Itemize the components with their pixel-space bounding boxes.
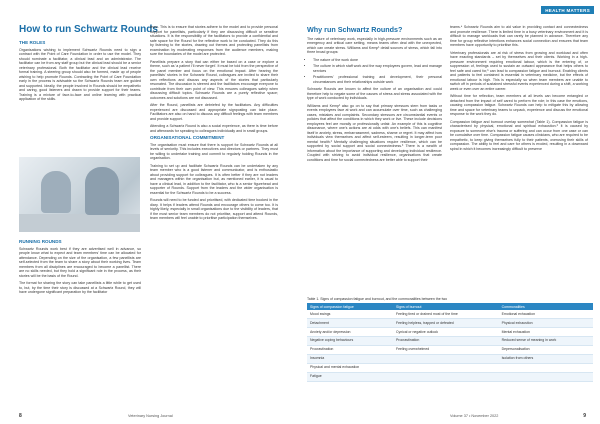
table-cell: Detachment xyxy=(307,319,393,328)
table-header: Signs of burnout xyxy=(393,303,499,310)
table-row xyxy=(307,346,593,355)
left-footer: Veterinary Nursing Journal xyxy=(128,414,173,418)
photo-person-1 xyxy=(41,171,71,213)
photo-person-2 xyxy=(85,167,119,215)
table-row xyxy=(307,319,593,328)
table-cell: Reduced sense of meaning in work xyxy=(499,337,593,346)
stress-list-item: • The nature of the work done xyxy=(313,58,442,63)
article-title: How to run Schwartz Rounds xyxy=(19,24,158,35)
table-cell: Negative coping behaviours xyxy=(307,337,393,346)
table-cell: Cynical or negative outlook xyxy=(393,328,499,337)
table-row xyxy=(307,328,593,337)
right-column-1 xyxy=(307,25,442,165)
commitment-heading: ORGANISATIONAL COMMITMENT xyxy=(150,135,225,140)
right-col2-paragraph-4: Compassion fatigue and burnout overlap somewhat (Table 1). Compassion fatigue is characterised by physical, emotional and spiritual exhaustion.⁶ It is caused by exposure to someone else's trauma or suffering and can occur from one case or can be cumulative over time. Compassion fatigue causes clinicians, who are required to be empathetic, to keep giving themselves fully to their patients, overusing their skills of compassion. The ability to feel and care for others is eroded, resulting in a downward spiral in which it becomes increasingly difficult to preserve xyxy=(450,119,588,151)
table-cell: Mental exhaustion xyxy=(499,328,593,337)
left-column-1 xyxy=(19,41,141,105)
left-page-number: 8 xyxy=(19,413,22,419)
col2-paragraph-2: Panellists prepare a story that can either be based on a case or explore a theme, such as 'a patient I'll never forget'. It must be told from the perspective of the panel member and focus on the emotional impact. After hearing the panellists' stories in the Schwartz Round, colleagues are invited to share their own reflections and discuss any aspects of the stories that particularly resonated. The discussion is steered and the facilitators encourage everyone to contribute from their own point of view. This ensures colleagues safely when discussing difficult topics. Schwartz Rounds are a purely reflective space; outcomes and solutions are not discussed. xyxy=(150,59,278,100)
table-header: Commonalities xyxy=(499,303,593,310)
col2-paragraph-1: team. This is to ensure that stories adhere to the model and to provide personal support for panellists, particularly if they are discussing difficult or sensitive situations. It is the responsibility of the facilitators to provide a confidential and safe space for the Round for the reflective work to be conducted. They do this by listening to the stories, drawing out themes and protecting panellists from examination by moderating responses from the audience members, making sure the boundaries of the model are protected. xyxy=(150,25,278,56)
roles-paragraph: Organisations wishing to implement Schwartz Rounds need to sign a contract with the Point of Care Foundation in order to use the model. They should nominate a facilitator, a clinical lead and an administrator. The facilitator can be from any staff group but the clinical lead should be a senior veterinary professional. Both the facilitator and the clinical lead receive formal training. A steering group should also be formed, made up of people wishing to help promote Rounds. Contracting the Point of Care Foundation early in the process is advisable so the Schwartz Rounds team are guided and supported. Ideally, the people involved in Rounds should be empathetic and caring, good listeners and drawn to provide support for their teams. Training is a mixture of face-to-face and online learning with practical application of the skills. xyxy=(19,47,141,101)
right-col2-paragraph-3: Without time for reflection, team members at all levels can become entangled or detached from the impact of self cared to perform the role; in this case the emotions, causing compassion fatigue. Schwartz Rounds can help to mitigate this by allowing time and space for veterinary teams to unpack, experience and discuss the emotional response to the work they do. xyxy=(450,94,588,116)
stress-list xyxy=(307,58,442,85)
right-col2-paragraph-1: teams.⁴ Schwartz Rounds aim to aid value in providing contact and connectedness and promote resilience. There is limited time in a busy veterinary environment and it is difficult to manage workloads that can rarely be planned in advance. Therefore any time for group reflective intentions enhances social connection and ensures that team members have opportunity to prioritise this. xyxy=(450,25,588,47)
right-page-number: 9 xyxy=(583,413,586,419)
commitment-paragraph-1: The organisation must ensure that there is support for Schwartz Rounds at all levels of seniority. This includes executives and directors or partners. They must be willing to undertake training and commit to regularly holding Rounds in the organisation. xyxy=(150,142,278,160)
table-header: Signs of compassion fatigue xyxy=(307,303,393,310)
commitment-paragraph-2: Training to set up and facilitate Schwartz Rounds can be undertaken by any team member who is a good listener and communicator, and is enthusiastic about providing support for colleagues. It is often better if they are not leaders and managers within the organisation but, as mentioned earlier, it is usual to have a clinical lead, in addition to the facilitator, who is a senior figurehead and supporter of Rounds. Support from the leaders and the wider organisation is essential for the Schwartz Rounds to be a success. xyxy=(150,163,278,195)
table-cell xyxy=(499,364,593,373)
table-header-row xyxy=(307,303,593,310)
table-row xyxy=(307,372,593,381)
running-paragraph-1: Schwartz Rounds work best if they are advertised well in advance, so people know what to expect and team members' time can be allocated for attendance. Depending on the size of the organisation, a few panellists are self-selected from the team to share a story about their working lives. Team members from all disciplines are encouraged to become a panellist. There are no skills needed, but they hold a significant role in the process, as their stories will be the basis of the Round. xyxy=(19,246,141,278)
right-footer: Volume 37 • November 2022 xyxy=(450,414,499,418)
signs-table xyxy=(307,303,593,382)
table-cell: Insomnia xyxy=(307,355,393,364)
running-rounds-heading: RUNNING ROUNDS xyxy=(19,239,62,244)
table-cell: Feeling overwhelmed xyxy=(393,346,499,355)
table-row xyxy=(307,310,593,318)
left-column-1b xyxy=(19,240,141,298)
table-cell: Mood swings xyxy=(307,310,393,318)
table-cell: Fatigue xyxy=(307,372,393,381)
why-heading: Why run Schwartz Rounds? xyxy=(307,25,403,34)
table-cell: Feeling tired or drained most of the time xyxy=(393,310,499,318)
table-cell: Procrastination xyxy=(307,346,393,355)
table-cell xyxy=(393,355,499,364)
table-cell: Anxiety and/or depression xyxy=(307,328,393,337)
table-cell: Physical exhaustion xyxy=(499,319,593,328)
table-row xyxy=(307,337,593,346)
col2-paragraph-3: After the Round, panellists are debriefed by the facilitators. Any difficulties experienced are discussed and appropriate signposting can take place. Facilitators are also on hand to discuss any difficult feelings with team members and provide support. xyxy=(150,103,278,121)
table-1 xyxy=(307,297,593,382)
table-row xyxy=(307,355,593,364)
right-col2-paragraph-2: Veterinary professionals are at risk of stress from growing and workload and often have exacting standards – set by themselves and their clients. Working in a high-pressure environment requiring emotional labour, which is the entering of, or suppression of, feelings used to sustain an outward appearance that helps others to feel safe and cared for,⁵ can lead to compassion fatigue and burnout. Enabling clients and patients to feel contained is essential in veterinary medicine, but the effects of emotional labour is high. This is especially so when team members are unable to switch off in periods of sustained stressful events experienced during a shift, a working week or even over an entire career. xyxy=(450,50,588,91)
table-cell: Isolation from others xyxy=(499,355,593,364)
right-column-2 xyxy=(450,25,588,154)
stress-list-item: • The culture in which staff work and the way employees govern, lead and manage services xyxy=(313,64,442,73)
table-cell: Emotional exhaustion xyxy=(499,310,593,318)
col2-paragraph-4: Attending a Schwartz Round is also a social experience, as there is time before and afterwards for speaking to colleagues individually and in small groups. xyxy=(150,124,278,133)
photo-table xyxy=(19,214,140,232)
table-cell: Depersonalisation xyxy=(499,346,593,355)
table-row xyxy=(307,364,593,373)
table-cell: Physical and mental exhaustion xyxy=(307,364,393,373)
table-cell xyxy=(499,372,593,381)
section-badge: HEALTH MATTERS xyxy=(541,6,594,14)
table-cell: Procrastination xyxy=(393,337,499,346)
stress-list-item: • Practitioners' professional training and development, their personal circumstances and their relationships outside work xyxy=(313,75,442,84)
table-caption: Table 1. Signs of compassion fatigue and burnout, and the commonalities between the two xyxy=(307,297,448,301)
article-photo xyxy=(19,157,140,232)
table-cell: Feeling helpless, trapped or defeated xyxy=(393,319,499,328)
table-cell xyxy=(393,364,499,373)
commitment-paragraph-3: Rounds will need to be funded and prioritised, with dedicated time booked in the diary. It helps if leaders attend Rounds and encourage others to come too. It is highly likely, especially in small organisations due to the visibility of leaders, that if the most senior team members do not prioritise, support and attend Rounds, team members will feel unable to prioritise participation themselves. xyxy=(150,198,278,220)
why-paragraph-3: Williams and Kemp¹ also go on to say that primary stressors stem from tasks or events employees face at work and can accumulate over time, such as challenging cases, mistakes and complaints. Secondary stressors are circumstantial events or policies that affect the conditions in which they work or live. These include decisions employees feel are morally or professionally unfair. An example of this is cognitive dissonance, where one's actions are at odds with one's beliefs. This can manifest itself in anxiety, stress, embarrassment, sadness, shame or regret. It may affect how individuals view themselves and affect self-esteem, resulting in longer-term poor mental health.² Mentally challenging situations require resilience, which can be supported by social support and social connectedness.³ There is a wealth of information about the importance of supporting and developing individual resilience. Coupled with striving to avoid individual resilience, organisations that create conditions and time for social connectedness are better able to support their xyxy=(307,103,442,162)
why-paragraph-2: Schwartz Rounds are known to affect the culture of an organisation and could therefore help to negate some of the causes of stress and stress associated with the type of work conducted by individuals. xyxy=(307,87,442,100)
running-paragraph-2: The format for sharing the story can take panellists a little while to get used to, but, by the time their story is discussed at a Schwartz Round, they will have undergone significant preparation by the facilitator xyxy=(19,281,141,294)
roles-heading: THE ROLES xyxy=(19,40,46,45)
why-paragraph-1: The nature of veterinary work, especially in high-pressure environments such as an emergency and critical care setting, means teams often deal with the unexpected, which can create stress. Williams and Kemp¹ detail sources of stress, which fall into three broad groups: xyxy=(307,36,442,54)
table-cell xyxy=(393,372,499,381)
right-page xyxy=(300,0,600,424)
left-column-2 xyxy=(150,25,278,224)
